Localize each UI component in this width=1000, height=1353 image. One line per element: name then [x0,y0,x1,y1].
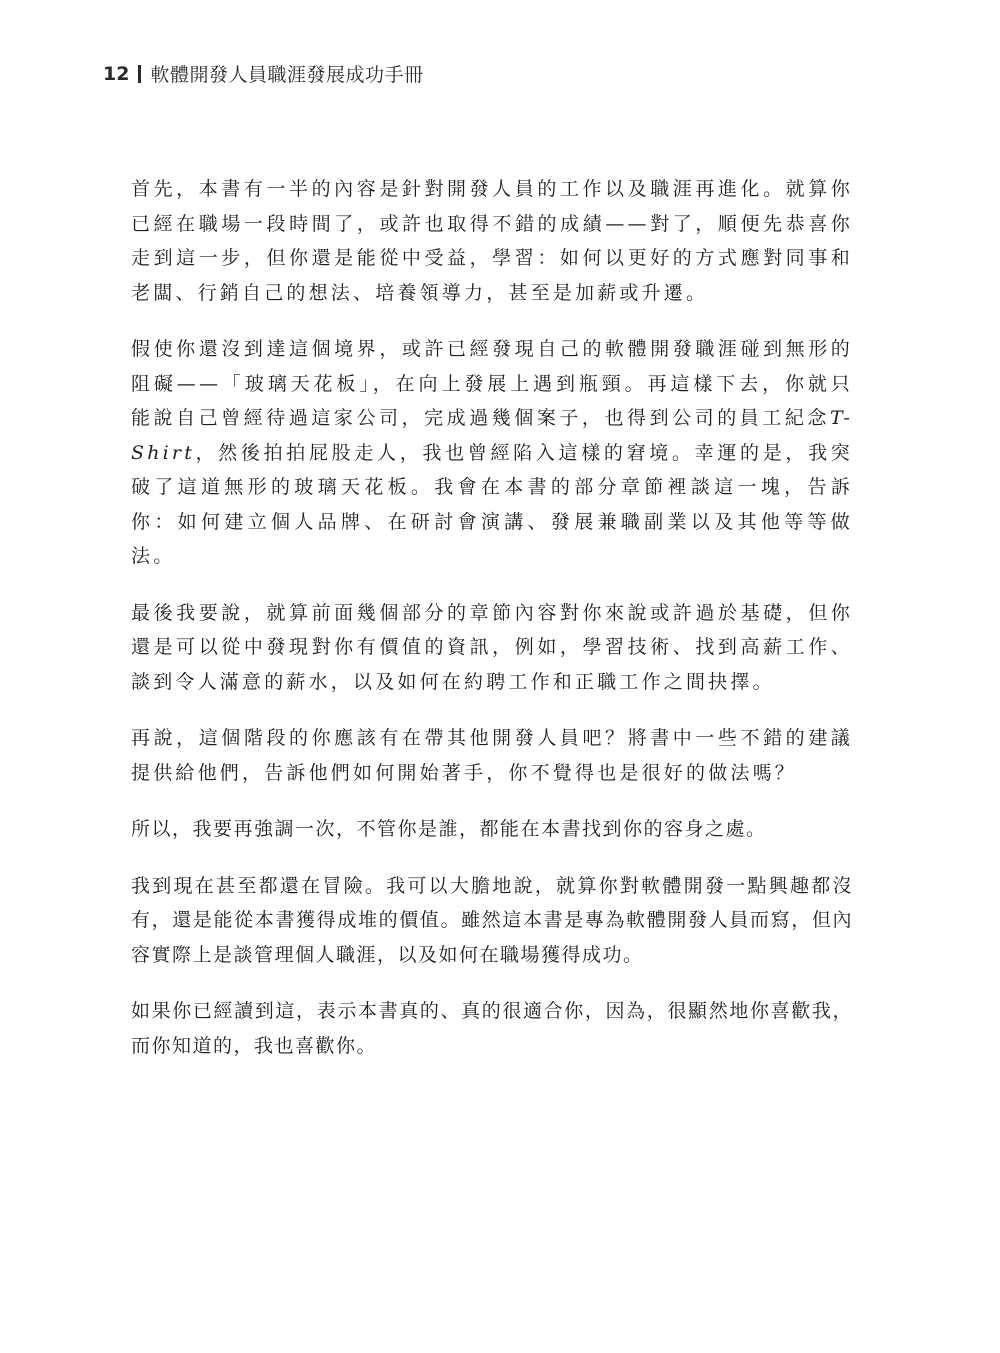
paragraph-7: 如果你已經讀到這，表示本書真的、真的很適合你，因為，很顯然地你喜歡我，而你知道的，我也喜歡你。 [131,1000,853,1057]
paragraph-2-part-a: 假使你還沒到達這個境界，或許已經發現自己的軟體開發職涯碰到無形的阻礙——「玻璃天花板」，在向上發展上遇到瓶頸。再這樣下去，你就只能說自己曾經待過這家公司，完成過幾個案子，也得到公司的員工紀念 [131,338,853,429]
paragraph-2 [131,332,853,574]
header-divider [138,65,141,83]
book-title: 軟體開發人員職涯發展成功手冊 [150,64,424,86]
paragraph-3: 最後我要說，就算前面幾個部分的章節內容對你來說或許過於基礎，但你還是可以從中發現對你有價值的資訊，例如，學習技術、找到高薪工作、談到令人滿意的薪水，以及如何在約聘工作和正職工作之間抉擇。 [131,601,853,693]
paragraph-2-part-b: ，然後拍拍屁股走人，我也曾經陷入這樣的窘境。幸運的是，我突破了這道無形的玻璃天花板。我會在本書的部分章節裡談這一塊，告訴你：如何建立個人品牌、在研討會演講、發展兼職副業以及其他等等做法。 [131,441,853,567]
paragraph-6: 我到現在甚至都還在冒險。我可以大膽地說，就算你對軟體開發一點興趣都沒有，還是能從本書獲得成堆的價值。雖然這本書是專為軟體開發人員而寫，但內容實際上是談管理個人職涯，以及如何在職場獲得成功。 [131,874,853,966]
body-text [131,172,853,1085]
t-shirt-term: T-Shirt [131,407,853,464]
paragraph-1: 首先，本書有一半的內容是針對開發人員的工作以及職涯再進化。就算你已經在職場一段時間了，或許也取得不錯的成績——對了，順便先恭喜你走到這一步，但你還是能從中受益，學習：如何以更好的方式應對同事和老闆、行銷自己的想法、培養領導力，甚至是加薪或升遷。 [131,178,853,304]
page-number: 12 [103,62,130,85]
running-header [103,60,423,87]
paragraph-4: 再說，這個階段的你應該有在帶其他開發人員吧？將書中一些不錯的建議提供給他們，告訴他們如何開始著手，你不覺得也是很好的做法嗎？ [131,727,853,784]
paragraph-5: 所以，我要再強調一次，不管你是誰，都能在本書找到你的容身之處。 [131,818,767,840]
